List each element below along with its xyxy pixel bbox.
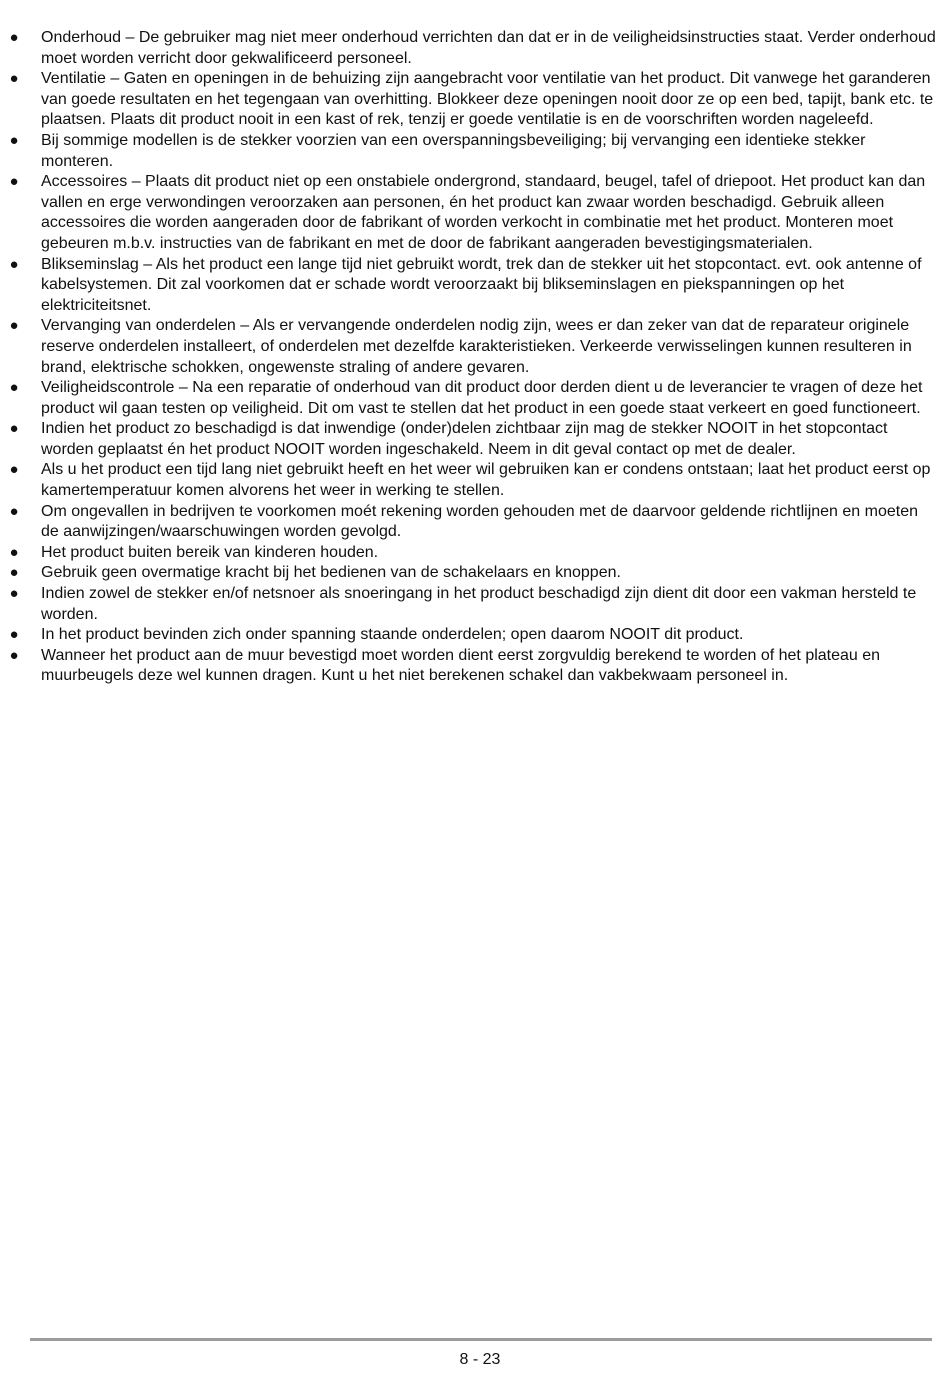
list-item-muur — [0, 646, 950, 687]
list-item-onderhoud — [0, 28, 950, 69]
page-number: 8 - 23 — [459, 1351, 501, 1368]
list-item-text: Als u het product een tijd lang niet gebruikt heeft en het weer wil gebruiken kan er condens ontstaan; laat het product eerst op kamertemperatuur komen alvorens het weer in werking te stellen. — [41, 461, 931, 500]
list-item-text: Ventilatie – Gaten en openingen in de behuizing zijn aangebracht voor ventilatie van het product. Dit vanwege het garanderen van goede resultaten en het tegengaan van overhitting. Blokkeer deze openingen nooit door ze op een bed, tapijt, bank etc. te plaatsen. Plaats dit product nooit in een kast of rek, tenzij er goede ventilatie is en de voorschriften worden nageleefd. — [41, 70, 934, 129]
bullet-icon: ● — [9, 585, 19, 603]
bullet-icon: ● — [9, 626, 19, 644]
list-item-text: In het product bevinden zich onder spanning staande onderdelen; open daarom NOOIT dit product. — [41, 626, 744, 644]
list-item-kinderen — [0, 543, 950, 564]
bullet-icon: ● — [9, 379, 19, 397]
bullet-icon: ● — [9, 646, 19, 664]
list-item-spanning — [0, 625, 950, 646]
list-item-text: Gebruik geen overmatige kracht bij het bedienen van de schakelaars en knoppen. — [41, 564, 621, 582]
list-item-stekker — [0, 131, 950, 172]
list-item-text: Bij sommige modellen is de stekker voorzien van een overspanningsbeveiliging; bij vervanging een identieke stekker monteren. — [41, 131, 866, 170]
bullet-icon: ● — [9, 255, 19, 273]
list-item-text: Om ongevallen in bedrijven te voorkomen moét rekening worden gehouden met de daarvoor geldende richtlijnen en moeten de aanwijzingen/waarschuwingen worden gevolgd. — [41, 502, 918, 541]
list-item-condens — [0, 460, 950, 501]
list-item-kracht — [0, 563, 950, 584]
list-item-text: Indien het product zo beschadigd is dat inwendige (onder)delen zichtbaar zijn mag de stekker NOOIT in het stopcontact worden geplaatst én het product NOOIT worden ingeschakeld. Neem in dit geval contact op met de dealer. — [41, 420, 888, 458]
list-item-text: Blikseminslag – Als het product een lange tijd niet gebruikt wordt, trek dan de stekker uit het stopcontact. evt. ook antenne of kabelsystemen. Dit zal voorkomen dat er schade wordt veroorzaakt bij blikseminslagen en piekspanningen op het elektriciteitsnet. — [41, 255, 922, 314]
list-item-text: Indien zowel de stekker en/of netsnoer als snoeringang in het product beschadigd zijn dient dit door een vakman hersteld te worden. — [41, 585, 917, 623]
bullet-icon: ● — [9, 317, 19, 335]
list-item-vervanging — [0, 316, 950, 378]
list-item-ongevallen — [0, 502, 950, 543]
bullet-icon: ● — [9, 543, 19, 561]
bullet-icon: ● — [9, 29, 19, 46]
list-item-text: Het product buiten bereik van kinderen houden. — [41, 543, 379, 561]
list-item-accessoires — [0, 172, 950, 254]
list-item-veiligheidscontrole — [0, 378, 950, 419]
bullet-icon: ● — [9, 502, 19, 520]
document-body — [0, 28, 950, 687]
list-item-text: Onderhoud – De gebruiker mag niet meer onderhoud verrichten dan dat er in de veiligheidsinstructies staat. Verder onderhoud moet worden verricht door gekwalificeerd personeel. — [41, 29, 936, 67]
list-item-text: Vervanging van onderdelen – Als er vervangende onderdelen nodig zijn, wees er dan zeker van dat de reparateur originele reserve onderdelen installeert, of onderdelen met dezelfde karakteristieken. Verkeerde verwisselingen kunnen resulteren in brand, elektrische schokken, ongewenste straling of andere gevaren. — [41, 317, 912, 376]
list-item-ventilatie — [0, 69, 950, 131]
list-item-blikseminslag — [0, 255, 950, 317]
bullet-icon: ● — [9, 70, 19, 88]
list-item-beschadigd — [0, 419, 950, 460]
bullet-icon: ● — [9, 131, 19, 149]
list-item-text: Wanneer het product aan de muur bevestigd moet worden dient eerst zorgvuldig berekend te worden of het plateau en muurbeugels deze wel kunnen dragen. Kunt u het niet berekenen schakel dan vakbekwaam personeel in. — [41, 646, 881, 685]
list-item-text: Accessoires – Plaats dit product niet op een onstabiele ondergrond, standaard, beugel, tafel of driepoot. Het product kan dan vallen en erge verwondingen veroorzaken aan personen, én het product kan zwaar worden beschadigd. Gebruik alleen accessoires die worden aangeraden door de fabrikant of worden verkocht in combinatie met het product. Monteren moet gebeuren m.b.v. instructies van de fabrikant en met de door de fabrikant aangeraden bevestigingsmaterialen. — [41, 173, 926, 252]
bullet-icon: ● — [9, 420, 19, 438]
list-item-netsnoer — [0, 584, 950, 625]
safety-instructions-list — [0, 28, 950, 687]
footer-divider — [30, 1338, 932, 1341]
bullet-icon: ● — [9, 461, 19, 479]
bullet-icon: ● — [9, 564, 19, 582]
bullet-icon: ● — [9, 173, 19, 191]
list-item-text: Veiligheidscontrole – Na een reparatie of onderhoud van dit product door derden dient u de leverancier te vragen of deze het product wil gaan testen op veiligheid. Dit om vast te stellen dat het product in een goede staat verkeert en goed functioneert. — [41, 379, 923, 417]
